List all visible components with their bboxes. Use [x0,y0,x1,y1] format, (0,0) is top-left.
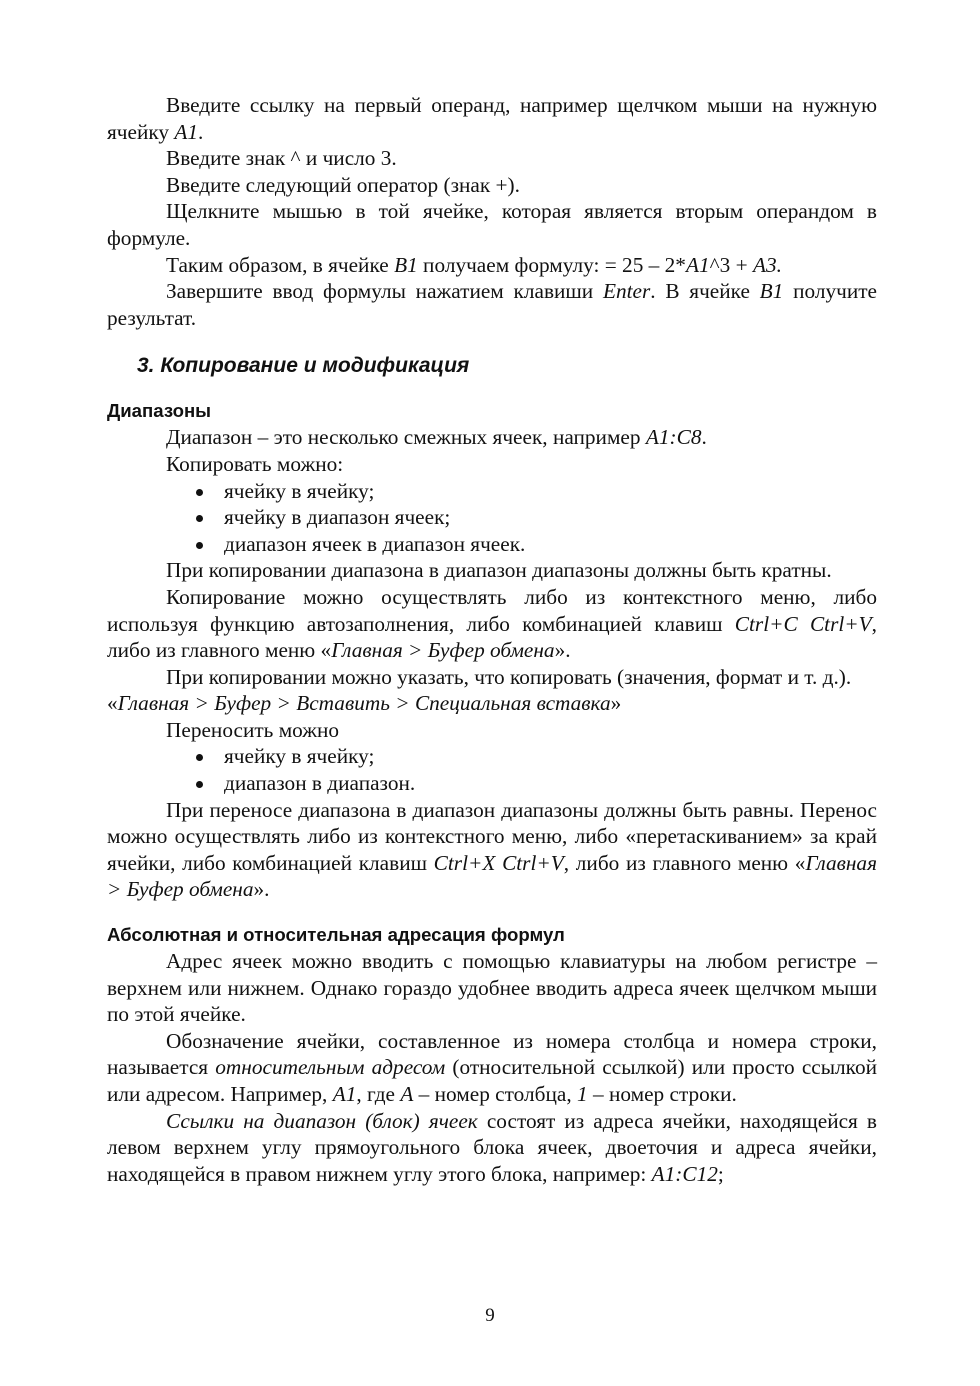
para-paste-special-path [107,690,877,717]
italic-text: 1 [577,1082,588,1106]
para-enter-caret [107,145,877,172]
text-run: получите результат. [107,279,877,330]
para-copy-intro [107,451,877,478]
text-run: ^3 + [709,252,753,277]
list-item [196,504,877,531]
list-item [196,478,877,505]
italic-text: A1 [685,252,710,277]
text-run: Завершите ввод формулы нажатием клавиши [166,279,603,304]
move-list [107,743,877,796]
bullet-icon [196,781,203,788]
para-range-reference [107,1108,877,1188]
text-run: и т. д.). [787,664,852,689]
text-run: . [701,425,707,450]
text-run: , где [356,1082,401,1106]
para-copy-methods [107,584,877,664]
text-run: (относительной ссылкой) или просто ссылкой или адресом. Например, [107,1055,877,1106]
list-item-text: ячейку в ячейку; [224,478,375,503]
text-run: состоят из адреса ячейки, находящейся в левом верхнем углу прямоугольного блока ячеек, двоеточия и адреса ячейки, находящейся в правом нижнем углу этого блока, например: [107,1108,877,1186]
para-address-input [107,948,877,1028]
italic-text: Главная > Буфер обмена [331,638,555,663]
italic-text: A [400,1082,414,1106]
italic-text: A1:C12 [651,1161,718,1186]
text-run: Копирование можно осуществлять либо из контекстного меню, либо используя функцию автозаполнения, либо комбинацией клавиш [107,584,877,636]
bullet-icon [196,515,203,522]
text-run: . В ячейке [650,279,760,304]
text-run: При переносе диапазона в диапазон диапазоны должны быть равны. Перенос можно осуществлять либо из контекстного меню, либо «перетаскиванием» за край ячейки, либо комбинацией клавиш [107,797,877,875]
italic-text: относительным адресом [215,1055,446,1080]
page-number: 9 [485,1305,495,1326]
text-run: При копировании диапазона в диапазон диапазоны должны быть кратны. [166,558,832,583]
text-run: » [610,691,622,716]
intro-paragraphs [107,92,877,331]
para-second-operand [107,198,877,251]
section-heading: 3. Копирование и модификация [137,354,470,378]
para-move-methods [107,797,877,903]
italic-text: Ctrl+X Ctrl+V [433,850,564,875]
para-relative-address [107,1028,877,1108]
text-run: – номер столбца, [413,1082,577,1106]
bullet-icon [196,754,203,761]
text-run: Копировать можно: [166,451,344,476]
italic-text: Ссылки на диапазон (блок) ячеек [166,1108,478,1133]
text-run: Введите ссылку на первый операнд, например щелчком мыши на нужную ячейку [107,93,877,144]
addressing-content [107,948,877,1187]
text-run: получаем формулу: = 25 – 2* [417,252,686,277]
list-item-text: ячейку в диапазон ячеек; [224,505,451,530]
text-run: Обозначение ячейки, составленное из номера столбца и номера строки, называется [107,1028,877,1080]
italic-text: B1 [394,252,418,277]
ranges-content [107,424,877,903]
list-item [196,743,877,770]
para-copy-multiple [107,557,877,584]
italic-text: Главная > Буфер > Вставить > Специальная вставка [117,691,611,716]
text-run: Введите знак ^ и число 3. [166,146,397,171]
list-item [196,531,877,558]
italic-text: A1:C8 [645,425,702,450]
para-operand-reference [107,92,877,145]
text-run: Введите следующий оператор (знак +). [166,172,520,197]
text-run: Диапазон – это несколько смежных ячеек, например [166,425,646,450]
para-next-operator [107,172,877,199]
text-run: ; [717,1161,724,1186]
list-item-text: диапазон в диапазон. [224,771,416,796]
text-run: При копировании можно указать, что копировать (значения, формат [166,664,788,689]
text-run: ». [253,877,270,902]
list-item-text: диапазон ячеек в диапазон ячеек. [224,531,526,556]
text-run: Таким образом, в ячейке [166,252,395,277]
text-run: . [198,119,204,144]
para-range-definition [107,424,877,451]
bullet-icon [196,542,203,549]
italic-text: A3. [752,252,782,277]
subheading-ranges: Диапазоны [107,400,212,422]
para-finish-entry [107,278,877,331]
italic-text: Enter [602,279,651,304]
para-copy-what [107,664,877,691]
italic-text: A1 [174,119,199,144]
italic-text: Ctrl+C Ctrl+V [734,611,872,636]
copy-list [107,478,877,558]
text-run: Адрес ячеек можно вводить с помощью клавиатуры на любом регистре – верхнем или нижнем. Однако гораздо удобнее вводить адреса ячеек щелчком мыши по этой ячейке. [107,949,877,1027]
para-formula-result [107,252,877,279]
bullet-icon [196,489,203,496]
text-run: Переносить можно [166,717,340,742]
text-run: – номер строки. [587,1082,737,1106]
para-move-intro [107,717,877,744]
text-run: ». [554,638,571,663]
italic-text: B1 [759,279,784,304]
text-run: , либо из главного меню « [563,850,806,875]
list-item [196,770,877,797]
text-run: , либо из главного меню « [107,611,877,663]
text-run: Щелкните мышью в той ячейке, которая является вторым операндом в формуле. [107,199,877,250]
italic-text: A1 [332,1082,357,1106]
italic-text: Главная > Буфер обмена [107,850,877,902]
subheading-addressing: Абсолютная и относительная адресация формул [107,924,565,946]
list-item-text: ячейку в ячейку; [224,744,375,769]
text-run: « [107,691,118,716]
